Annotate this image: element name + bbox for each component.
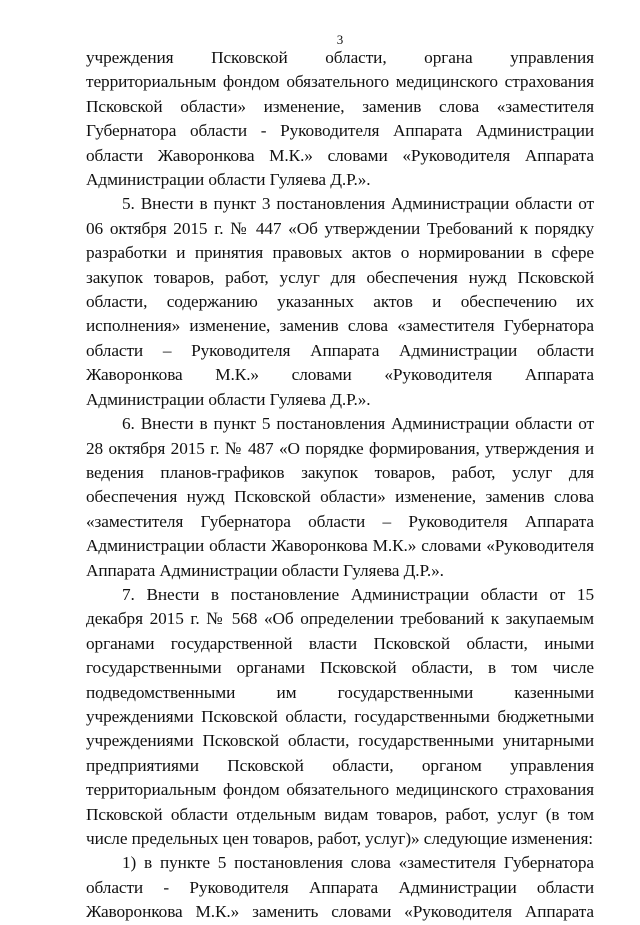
page-number: 3: [336, 32, 344, 47]
paragraph-subitem-1: 1) в пункте 5 постановления слова «заместителя Губернатора области - Руководителя Аппарата Администрации области Жаворонкова М.К.» заменить словами «Руководителя Аппарата: [86, 853, 594, 922]
paragraph-item-7: 7. Внести в постановление Администрации области от 15 декабря 2015 г. № 568 «Об определении требований к закупаемым органами государственной власти Псковской области, иными государственными органами Псковской области, в том числе подведомственными им государственными казенными учреждениями Псковской области, государственными бюджетными учреждениями Псковской области, государственными унитарными предприятиями Псковской области, органом управления территориальным фондом обязательного медицинского страхования Псковской области отдельным видам товаров, работ, услуг (в том числе предельных цен товаров, работ, услуг)» следующие изменения:: [86, 584, 594, 848]
paragraph-continuation: учреждения Псковской области, органа управления территориальным фондом обязательного медицинского страхования Псковской области» изменение, заменив слова «заместителя Губернатора области - Руководителя Аппарата Администрации области Жаворонкова М.К.» словами «Руководителя Аппарата Администрации области Гуляева Д.Р.».: [86, 48, 594, 190]
paragraph-item-6: 6. Внести в пункт 5 постановления Администрации области от 28 октября 2015 г. № 487 «О порядке формирования, утверждения и ведения планов-графиков закупок товаров, работ, услуг для обеспечения нужд Псковской области» изменение, заменив слова «заместителя Губернатора области – Руководителя Аппарата Администрации области Жаворонкова М.К.» словами «Руководителя Аппарата Администрации области Гуляева Д.Р.».: [86, 414, 594, 580]
document-body: [86, 46, 594, 925]
paragraph-item-5: 5. Внести в пункт 3 постановления Администрации области от 06 октября 2015 г. № 447 «Об утверждении Требований к порядку разработки и принятия правовых актов о нормировании в сфере закупок товаров, работ, услуг для обеспечения нужд Псковской области, содержанию указанных актов и обеспечению их исполнения» изменение, заменив слова «заместителя Губернатора области – Руководителя Аппарата Администрации области Жаворонкова М.К.» словами «Руководителя Аппарата Администрации области Гуляева Д.Р.».: [86, 194, 594, 409]
